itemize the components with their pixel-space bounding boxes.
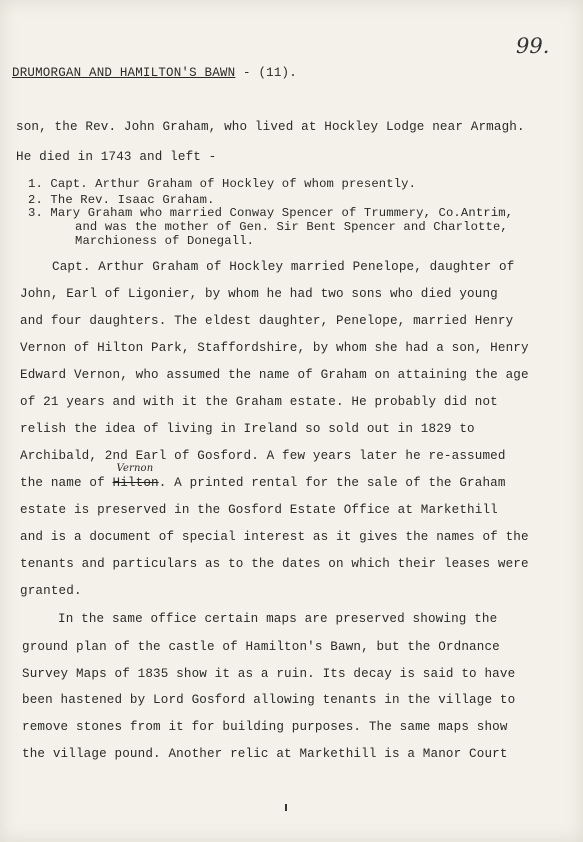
text-line: Capt. Arthur Graham of Hockley married Penelope, daughter of xyxy=(52,260,515,274)
text-line: and is a document of special interest as it gives the names of the xyxy=(20,530,529,544)
text-line: tenants and particulars as to the dates on which their leases were xyxy=(20,557,529,571)
heading-part: (11). xyxy=(258,66,297,80)
text-line: Vernon of Hilton Park, Staffordshire, by whom she had a son, Henry xyxy=(20,341,529,355)
list-item: 3. Mary Graham who married Conway Spencer of Trummery, Co.Antrim, xyxy=(28,206,514,220)
list-item-continuation: and was the mother of Gen. Sir Bent Spencer and Charlotte, xyxy=(75,220,508,234)
text-line: been hastened by Lord Gosford allowing tenants in the village to xyxy=(22,693,516,707)
text-line: John, Earl of Ligonier, by whom he had two sons who died young xyxy=(20,287,498,301)
text-line: Survey Maps of 1835 show it as a ruin. Its decay is said to have xyxy=(22,667,516,681)
struck-word: Hilton xyxy=(112,476,159,490)
correction-suffix: . A printed rental for the sale of the Graham xyxy=(158,476,506,490)
heading-title: DRUMORGAN AND HAMILTON'S BAWN xyxy=(12,66,236,80)
text-line: and four daughters. The eldest daughter, Penelope, married Henry xyxy=(20,314,514,328)
text-line: of 21 years and with it the Graham estate. He probably did not xyxy=(20,395,498,409)
list-item: 1. Capt. Arthur Graham of Hockley of whom presently. xyxy=(28,177,417,191)
text-line: relish the idea of living in Ireland so sold out in 1829 to xyxy=(20,422,475,436)
text-line: In the same office certain maps are preserved showing the xyxy=(58,612,498,626)
handwritten-page-number: 99. xyxy=(516,34,550,58)
list-item: 2. The Rev. Isaac Graham. xyxy=(28,193,215,207)
correction-prefix: the name of xyxy=(20,476,113,490)
text-line: remove stones from it for building purposes. The same maps show xyxy=(22,720,508,734)
list-item-continuation: Marchioness of Donegall. xyxy=(75,234,255,248)
handwritten-insertion: Vernon xyxy=(116,463,154,474)
text-line: estate is preserved in the Gosford Estate Office at Markethill xyxy=(20,503,498,517)
text-line: ground plan of the castle of Hamilton's Bawn, but the Ordnance xyxy=(22,640,500,654)
page-mark xyxy=(285,804,287,811)
text-line: Edward Vernon, who assumed the name of Graham on attaining the age xyxy=(20,368,529,382)
text-line: Archibald, 2nd Earl of Gosford. A few years later he re-assumed xyxy=(20,449,506,463)
text-line: son, the Rev. John Graham, who lived at Hockley Lodge near Armagh. xyxy=(16,120,525,134)
text-line: granted. xyxy=(20,584,82,598)
text-line: the village pound. Another relic at Markethill is a Manor Court xyxy=(22,747,508,761)
heading-separator: - xyxy=(243,66,251,80)
correction xyxy=(112,463,159,490)
corrected-line xyxy=(20,463,506,490)
text-line: He died in 1743 and left - xyxy=(16,150,217,164)
page-heading xyxy=(12,66,297,80)
